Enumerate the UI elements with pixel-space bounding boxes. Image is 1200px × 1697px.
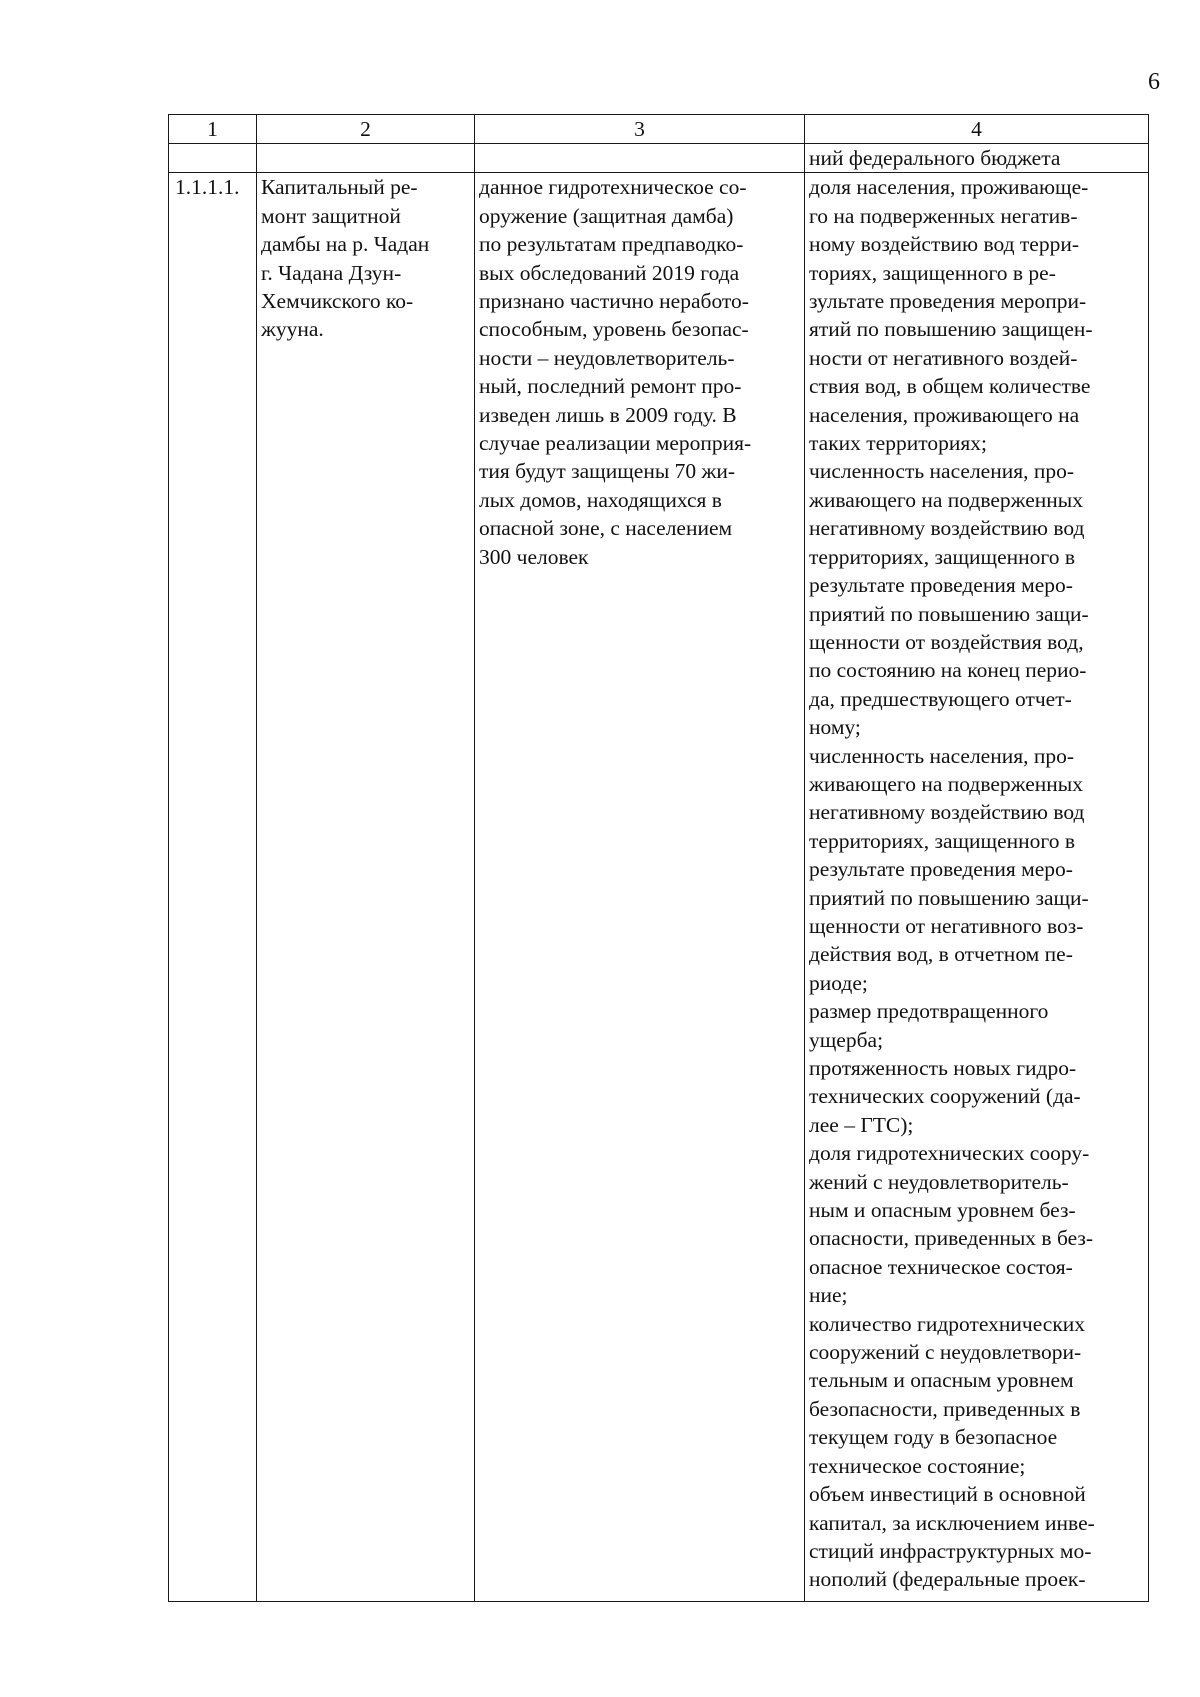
continuation-cell-1 <box>169 144 257 173</box>
header-cell-2: 2 <box>257 115 475 144</box>
continuation-cell-4: ний федерального бюджета <box>805 144 1149 173</box>
table-row <box>169 173 1149 1602</box>
continuation-row <box>169 144 1149 173</box>
row-number: 1.1.1.1. <box>175 175 240 200</box>
continuation-cell-2 <box>257 144 475 173</box>
continuation-cell-3 <box>475 144 805 173</box>
justification-cell <box>475 173 805 1602</box>
page-number: 6 <box>1148 69 1160 95</box>
header-cell-1: 1 <box>169 115 257 144</box>
indicators-cell <box>805 173 1149 1602</box>
header-cell-4: 4 <box>805 115 1149 144</box>
justification-text: данное гидротехническое со- оружение (защитная дамба) по результатам предпаводко- вых обследований 2019 года признано частично неработо- способным, уровень безопас- ности – неудовлетворитель- ный, последний ремонт про- изведен лишь в 2009 году. В случае реализации мероприя- тия будут защищены 70 жи- лых домов, находящихся в опасной зоне, с населением 300 человек <box>479 175 752 569</box>
measure-name: Капитальный ре- монт защитной дамбы на р. Чадан г. Чадана Дзун- Хемчикского ко- жууна. <box>261 175 430 342</box>
header-cell-3: 3 <box>475 115 805 144</box>
row-number-cell <box>169 173 257 1602</box>
indicators-text: доля населения, проживающе- го на подверженных негатив- ному воздействию вод терри- ториях, защищенного в ре- зультате проведения меропри- ятий по повышению защищен- ности от негативного воздей- ствия вод, в общем количестве населения, проживающего на таких территориях; численность населения, про- живающего на подверженных негативному воздействию вод территориях, защищенного в результате проведения меро- приятий по повышению защи- щенности от воздействия вод, по состоянию на конец перио- да, предшествующего отчет- ному; численность населения, про- живающего на подверженных негативному воздействию вод территориях, защищенного в результате проведения меро- приятий по повышению защи- щенности от негативного воз- действия вод, в отчетном пе- риоде; размер предотвращенного ущерба; протяженность новых гидро- технических сооружений (да- лее – ГТС); доля гидротехнических соору- жений с неудовлетворитель- ным и опасным уровнем без- опасности, приведенных в без- опасное техническое состоя- ние; количество гидротехнических сооружений с неудовлетвори- тельным и опасным уровнем безопасности, приведенных в текущем году в безопасное техническое состояние; объем инвестиций в основной капитал, за исключением инве- стиций инфраструктурных мо- нополий (федеральные проек- <box>809 175 1095 1592</box>
table-header-row <box>169 115 1149 144</box>
measure-name-cell <box>257 173 475 1602</box>
measures-table <box>168 114 1149 1602</box>
